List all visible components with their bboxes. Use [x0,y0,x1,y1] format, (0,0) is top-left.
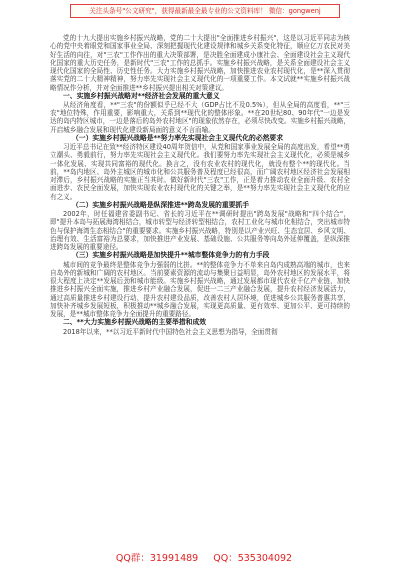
paragraph: 2018年以来，**以习近平新时代中国特色社会主义思想为指导，全面贯彻 [63,327,278,336]
section-heading: （三）实施乡村振兴战略是加快提升**城市整体竞争力的有力手段 [72,251,270,260]
paragraph: 2002年，时任福建省委副书记、省长的习近平在**调研时提出"跨岛发展"战略和"四个结合"，即"提升本岛与拓展海湾相结合，城市转型与经济转型相结合，农村工业化与城市化相结合，突出城市特色与保护海湾生态相结合"的重要要求。实施乡村振兴战略，特别是以产业兴旺、生态宜居、乡风文明、治理有效、生活富裕为总要求，加快推进产业发展、基础设施、公共服务等向岛外延伸覆盖，是纵深推进跨岛发展的重要途径。 [50,210,350,252]
section-heading: （一）实施乡村振兴战略是**努力率先实现社会主义现代化的必然要求 [72,133,284,142]
promo-banner: 关注头条号"公文研究"，获得最新最全最专业的公文资料库！ 微信：gongwenj [70,4,340,18]
paragraph: 习近平总书记在致**经济特区建设40周年贺信中，从党和国家事业发展全局的高度出发，希望**勇立潮头、勇毅前行，努力率先实现社会主义现代化。我们要努力率先实现社会主义现代化，必须是城乡一体化发展、实现共同富裕的现代化。换言之，没有农业农村的现代化，就没有整个**的现代化。当前，**岛内地区、岛外主城区的城市化和公共服务普及程度已经很高，而广阔农村地区经济社会发展相对滞后，乡村振兴战略的实施正当其时。做好新时代"三农"工作，正是着力推动农业全面升级、农村全面进步、农民全面发展，加快实现农业农村现代化的关键之举，是**努力率先实现社会主义现代化的应有之义。 [50,143,350,201]
page-footer [0,550,408,564]
paragraph: 党的十九大提出实施乡村振兴战略，党的二十大提出"全面推进乡村振兴"，这是以习近平同志为核心的党中央着眼党和国家事业全局、深刻把握现代化建设规律和城乡关系变化特征，顺应亿万农民对美好生活的向往，对"三农"工作作出的重大决策部署，是决胜全面建成小康社会、全面建设社会主义现代化国家的重大历史任务，是新时代"三农"工作的总抓手。实施乡村振兴战略，是关系全面建设社会主义现代化国家的全局性、历史性任务。大力实施乡村振兴战略，加快推进农业农村现代化，是**深入贯彻落实党的二十大精神精神，努力率先实现社会主义现代化的一项重要工作。本文试就**实施乡村振兴战略情况作分析，并对全面推进**乡村振兴提出相关对策建议。 [50,34,350,92]
paragraph: 从经济角度看，**"三农"的份额似乎已经不大（GDP占比不及0.5%），但从全局的高度看，**"三农"地位特殊，作用重要，影响重大，关系到**现代化的整体形象。**在20世纪80、90年代"一边是发达的岛内特区城市，一边是落后的岛外农村地区"的现象依然存在，必须尽快改变。实施乡村振兴战略，开启城乡融合发展和现代化建设新局面的意义不言而喻。 [50,100,350,134]
footer-qq: QQ：535304092 [213,553,293,564]
document-body [50,34,350,336]
section-heading: 二、**大力实施乡村振兴战略的主要举措和成效 [63,318,207,327]
section-heading: 一、实施乡村振兴战略对**经济社会发展的重大意义 [63,91,220,100]
footer-qq-group: QQ群：31991489 [115,553,199,564]
paragraph: 城市间的竞争最终是整体竞争力强弱的比拼。**的整体竞争力不单来自岛内成熟高端的城市，也来自岛外的新城和广阔的农村地区。当前要素资源的流动与集聚日益明显，岛外农村地区的发展水平，将很大程度上决定**发展后劲和城市能级。实施乡村振兴战略，通过发展都市现代农业千亿产业链，加快推进乡村振兴全面实施，推进乡村产业融合发展，促进一二三产业融合发展，提升农村经济发展活力，通过高质量推进乡村建设行动，提升农村建设品质，改善农村人居环境，促进城乡公共服务普惠共享，加快补齐城乡发展短板，积极推动**城乡融合发展，实现更高质量、更有效率、更加公平、更可持续的发展，是**城市整体竞争力全面提升的重要路径。 [50,260,350,319]
section-heading: （二）实施乡村振兴战略是纵深推进**跨岛发展的重要抓手 [72,200,250,209]
